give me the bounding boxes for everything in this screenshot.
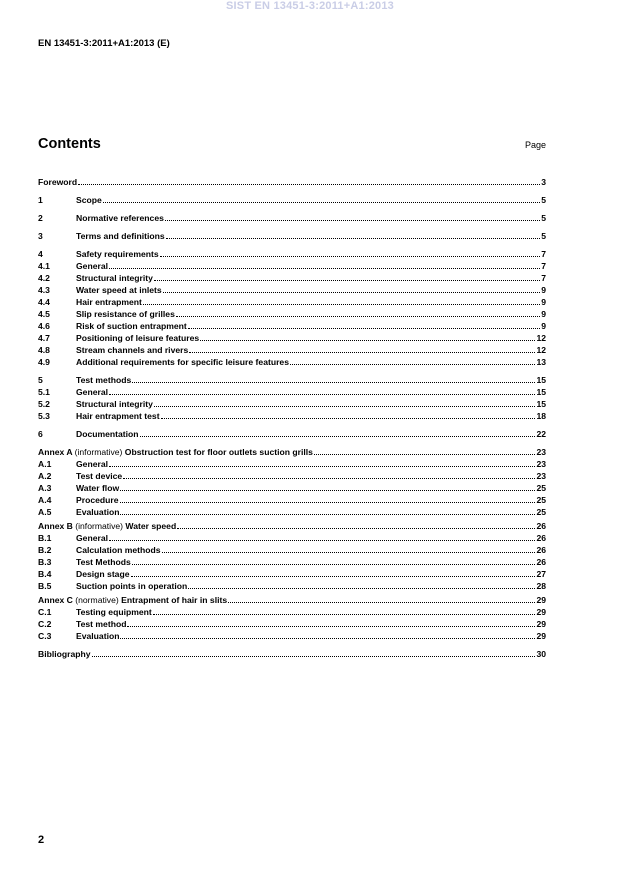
toc-number: 5 <box>38 375 43 385</box>
toc-page: 5 <box>541 195 546 205</box>
dot-leader <box>120 501 536 503</box>
toc-number: 4.3 <box>38 285 50 295</box>
toc-number: B.2 <box>38 545 52 555</box>
toc-page: 13 <box>536 357 546 367</box>
dot-leader <box>166 237 541 239</box>
contents-heading: Contents <box>38 136 101 152</box>
dot-leader <box>103 201 540 203</box>
toc-page: 29 <box>536 619 546 629</box>
toc-entry-4-3[interactable] <box>38 284 546 296</box>
toc-number: 5.2 <box>38 399 50 409</box>
toc-entry-a-2[interactable] <box>38 470 546 482</box>
toc-number: 5.3 <box>38 411 50 421</box>
annex-kind: (informative) <box>75 521 124 531</box>
toc-title: General <box>76 261 109 271</box>
dot-leader <box>120 637 535 639</box>
dot-leader <box>143 303 540 305</box>
toc-number: 1 <box>38 195 43 205</box>
toc-number: C.2 <box>38 619 52 629</box>
toc-entry-4-4[interactable] <box>38 296 546 308</box>
toc-title: Risk of suction entrapment <box>76 321 187 331</box>
toc-entry-c-3[interactable] <box>38 630 546 642</box>
toc-number: B.5 <box>38 581 52 591</box>
toc-page: 7 <box>541 261 546 271</box>
toc-entry-4-1[interactable] <box>38 260 546 272</box>
toc-entry-3[interactable] <box>38 230 546 242</box>
toc-number: 3 <box>38 231 43 241</box>
toc-entry-c-2[interactable] <box>38 618 546 630</box>
toc-page: 26 <box>536 521 546 531</box>
toc-page: 27 <box>536 569 546 579</box>
dot-leader <box>92 655 536 657</box>
toc-number: B.3 <box>38 557 52 567</box>
toc-entry-4-2[interactable] <box>38 272 546 284</box>
toc-title: Stream channels and rivers <box>76 345 189 355</box>
dot-leader <box>290 363 535 365</box>
toc-page: 23 <box>536 471 546 481</box>
toc-title: Test method <box>76 619 127 629</box>
toc-title: Terms and definitions <box>76 231 165 241</box>
annex-title: Entrapment of hair in slits <box>121 595 228 605</box>
toc-title: Bibliography <box>38 649 91 659</box>
dot-leader <box>132 563 536 565</box>
toc-page: 25 <box>536 507 546 517</box>
toc-title: Normative references <box>76 213 164 223</box>
toc-page: 15 <box>536 375 546 385</box>
toc-title: Design stage <box>76 569 130 579</box>
dot-leader <box>200 339 535 341</box>
toc-title: Test device <box>76 471 123 481</box>
toc-entry-4-6[interactable] <box>38 320 546 332</box>
toc-number: 5.1 <box>38 387 50 397</box>
dot-leader <box>154 279 540 281</box>
toc-page: 23 <box>536 447 546 457</box>
toc-title: Additional requirements for specific leisure features <box>76 357 289 367</box>
toc-title: Test methods <box>76 375 132 385</box>
toc-entry-b-1[interactable] <box>38 532 546 544</box>
toc-page: 22 <box>536 429 546 439</box>
dot-leader <box>228 601 535 603</box>
toc-page: 26 <box>536 533 546 543</box>
toc-title: Structural integrity <box>76 399 153 409</box>
toc-entry-b-3[interactable] <box>38 556 546 568</box>
toc-number: A.2 <box>38 471 52 481</box>
toc-title <box>38 595 227 606</box>
dot-leader <box>127 625 535 627</box>
dot-leader <box>78 183 540 185</box>
toc-entry-5-1[interactable] <box>38 386 546 398</box>
dot-leader <box>162 551 536 553</box>
toc-title: Slip resistance of grilles <box>76 309 175 319</box>
toc-entry-c-1[interactable] <box>38 606 546 618</box>
toc-page: 7 <box>541 273 546 283</box>
toc-number: B.1 <box>38 533 52 543</box>
toc-entry-5[interactable] <box>38 374 546 386</box>
toc-page: 9 <box>541 321 546 331</box>
toc-page: 15 <box>536 399 546 409</box>
dot-leader <box>120 513 535 515</box>
toc-entry-4-5[interactable] <box>38 308 546 320</box>
toc-title: Hair entrapment test <box>76 411 160 421</box>
dot-leader <box>109 539 535 541</box>
toc-number: 4.1 <box>38 261 50 271</box>
dot-leader <box>153 613 536 615</box>
toc-page: 25 <box>536 483 546 493</box>
annex-label: Annex C <box>38 595 73 605</box>
toc-entry-a-3[interactable] <box>38 482 546 494</box>
toc-page: 25 <box>536 495 546 505</box>
toc-number: 2 <box>38 213 43 223</box>
toc-number: A.4 <box>38 495 52 505</box>
toc-entry-4-7[interactable] <box>38 332 546 344</box>
toc-title: Test Methods <box>76 557 131 567</box>
toc-entry-a-1[interactable] <box>38 458 546 470</box>
toc-number: 4.4 <box>38 297 50 307</box>
toc-entry-6[interactable] <box>38 428 546 440</box>
toc-title: Safety requirements <box>76 249 159 259</box>
toc-title: Scope <box>76 195 102 205</box>
toc-title <box>38 447 313 458</box>
footer-page-number: 2 <box>38 834 45 846</box>
toc-entry-2[interactable] <box>38 212 546 224</box>
toc-entry-annex-c[interactable] <box>38 594 546 606</box>
toc-page: 9 <box>541 285 546 295</box>
dot-leader <box>140 435 536 437</box>
toc-page: 29 <box>536 607 546 617</box>
toc-page: 3 <box>541 177 546 187</box>
annex-title: Water speed <box>125 521 177 531</box>
dot-leader <box>188 587 535 589</box>
toc-title <box>38 521 176 532</box>
toc-title: Evaluation <box>76 507 120 517</box>
toc-entry-b-2[interactable] <box>38 544 546 556</box>
toc-entry-a-4[interactable] <box>38 494 546 506</box>
toc-number: 4.6 <box>38 321 50 331</box>
annex-title: Obstruction test for floor outlets suction grills <box>124 447 313 457</box>
toc-title: Calculation methods <box>76 545 161 555</box>
toc-page: 29 <box>536 595 546 605</box>
toc-title: Positioning of leisure features <box>76 333 200 343</box>
toc-page: 9 <box>541 297 546 307</box>
dot-leader <box>314 453 536 455</box>
toc-page: 18 <box>536 411 546 421</box>
dot-leader <box>165 219 540 221</box>
dot-leader <box>131 575 536 577</box>
annex-kind: (informative) <box>74 447 123 457</box>
toc-entry-5-2[interactable] <box>38 398 546 410</box>
toc-number: 4.5 <box>38 309 50 319</box>
toc-entry-4-8[interactable] <box>38 344 546 356</box>
toc-title: Hair entrapment <box>76 297 142 307</box>
toc-entry-bibliography[interactable] <box>38 648 546 660</box>
dot-leader <box>189 351 535 353</box>
dot-leader <box>160 255 541 257</box>
annex-kind: (normative) <box>75 595 119 605</box>
toc-page: 12 <box>536 333 546 343</box>
toc-page: 5 <box>541 231 546 241</box>
toc-page: 15 <box>536 387 546 397</box>
toc-number: B.4 <box>38 569 52 579</box>
dot-leader <box>177 527 535 529</box>
toc-number: A.3 <box>38 483 52 493</box>
toc-entry-4[interactable] <box>38 248 546 260</box>
toc-number: C.1 <box>38 607 52 617</box>
toc-page: 30 <box>536 649 546 659</box>
dot-leader <box>123 477 535 479</box>
toc-entry-5-3[interactable] <box>38 410 546 422</box>
dot-leader <box>188 327 540 329</box>
toc-page: 28 <box>536 581 546 591</box>
toc-page: 12 <box>536 345 546 355</box>
toc-number: 4.9 <box>38 357 50 367</box>
annex-label: Annex A <box>38 447 73 457</box>
dot-leader <box>176 315 540 317</box>
toc-title: Structural integrity <box>76 273 153 283</box>
toc-number: 4 <box>38 249 43 259</box>
toc-title: Water flow <box>76 483 120 493</box>
dot-leader <box>120 489 535 491</box>
toc-page: 26 <box>536 557 546 567</box>
toc-title: Evaluation <box>76 631 120 641</box>
toc-title: Procedure <box>76 495 119 505</box>
toc-page: 29 <box>536 631 546 641</box>
toc-number: 4.2 <box>38 273 50 283</box>
toc-title: General <box>76 387 109 397</box>
toc-number: 4.7 <box>38 333 50 343</box>
dot-leader <box>161 417 536 419</box>
toc-number: 6 <box>38 429 43 439</box>
toc-entry-b-4[interactable] <box>38 568 546 580</box>
toc-entry-annex-b[interactable] <box>38 520 546 532</box>
dot-leader <box>109 267 540 269</box>
toc-number: C.3 <box>38 631 52 641</box>
toc-entry-4-9[interactable] <box>38 356 546 368</box>
toc-entry-1[interactable] <box>38 194 546 206</box>
toc-entry-a-5[interactable] <box>38 506 546 518</box>
toc-page: 5 <box>541 213 546 223</box>
toc-title: General <box>76 459 109 469</box>
toc-title: Suction points in operation <box>76 581 188 591</box>
dot-leader <box>109 465 535 467</box>
dot-leader <box>154 405 536 407</box>
toc-title: Water speed at inlets <box>76 285 162 295</box>
toc-entry-foreword[interactable] <box>38 176 546 188</box>
watermark: SIST EN 13451-3:2011+A1:2013 <box>226 0 394 12</box>
document-id: EN 13451-3:2011+A1:2013 (E) <box>38 38 170 49</box>
toc-number: 4.8 <box>38 345 50 355</box>
annex-label: Annex B <box>38 521 73 531</box>
dot-leader <box>132 381 535 383</box>
toc-number: A.5 <box>38 507 52 517</box>
toc-number: A.1 <box>38 459 52 469</box>
toc-page: 23 <box>536 459 546 469</box>
toc-page: 26 <box>536 545 546 555</box>
toc-title: General <box>76 533 109 543</box>
toc-title: Documentation <box>76 429 139 439</box>
toc-page: 9 <box>541 309 546 319</box>
dot-leader <box>163 291 541 293</box>
page-column-label: Page <box>524 140 546 150</box>
toc-title: Foreword <box>38 177 78 187</box>
toc-page: 7 <box>541 249 546 259</box>
table-of-contents <box>38 176 546 660</box>
toc-title: Testing equipment <box>76 607 152 617</box>
toc-entry-b-5[interactable] <box>38 580 546 592</box>
dot-leader <box>109 393 535 395</box>
toc-entry-annex-a[interactable] <box>38 446 546 458</box>
